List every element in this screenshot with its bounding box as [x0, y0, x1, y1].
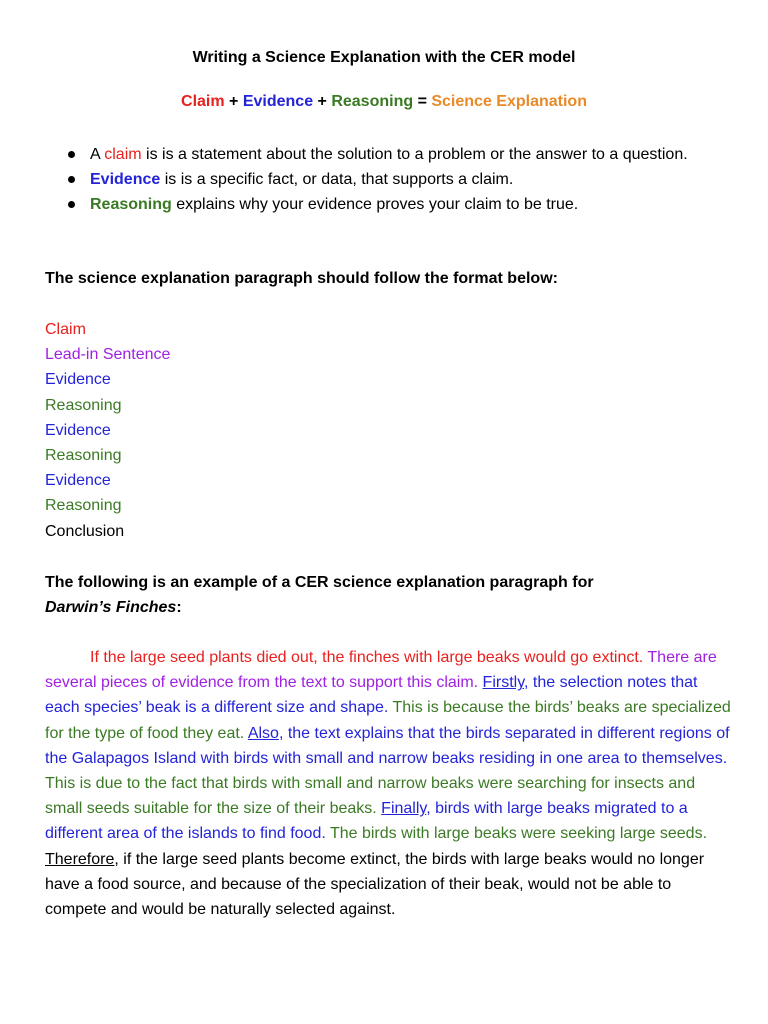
paragraph-reasoning-2: This is due to the fact that birds with small and narrow beaks were searching for insects and small seeds suitable for the size of their beaks. [45, 775, 696, 818]
paragraph-evidence-2: , the text explains that the birds separated in different regions of the Galapagos Island with birds with small and narrow beaks residing in one area to themselves. [45, 724, 730, 767]
formula-claim: Claim [181, 93, 225, 110]
paragraph-evidence-3: , birds with large beaks migrated to a different area of the islands to find food. [45, 800, 688, 843]
example-heading [45, 570, 735, 620]
paragraph-transition-also: Also [247, 724, 279, 742]
example-heading-title: Darwin’s Finches [45, 599, 177, 616]
definition-text: is is a statement about the solution to a problem or the answer to a question. [141, 146, 688, 163]
paragraph-conclusion: , if the large seed plants become extinct, the birds with large beaks would no longer have a food source, and because of the specialization of their beak, would not be able to compete and would be naturally selected against. [45, 850, 705, 919]
format-item-evidence: Evidence [45, 371, 111, 389]
format-item-reasoning: Reasoning [45, 396, 122, 414]
paragraph-transition-firstly: Firstly [482, 674, 525, 692]
format-item-reasoning: Reasoning [45, 497, 122, 515]
format-item-conclusion: Conclusion [45, 522, 125, 540]
formula-result: Science Explanation [431, 93, 587, 110]
definition-term-claim: claim [104, 146, 142, 163]
definition-text: is is a specific fact, or data, that supports a claim. [160, 171, 514, 188]
format-item-lead-in: Lead-in Sentence [45, 346, 171, 364]
formula-equals: = [413, 93, 432, 110]
paragraph-transition-finally: Finally [381, 800, 427, 818]
cer-formula [0, 91, 768, 113]
bullet-icon [68, 151, 75, 158]
example-heading-text: The following is an example of a CER science explanation paragraph for [45, 574, 594, 591]
definition-list [68, 142, 708, 217]
definition-text: explains why your evidence proves your claim to be true. [171, 196, 579, 213]
formula-plus-1: + [224, 93, 243, 110]
format-list [45, 317, 170, 544]
definition-evidence [68, 167, 708, 192]
format-heading: The science explanation paragraph should follow the format below: [45, 270, 558, 287]
format-item-evidence: Evidence [45, 472, 111, 490]
definition-term-reasoning: Reasoning [90, 196, 172, 213]
paragraph-reasoning-3: The birds with large beaks were seeking large seeds. [325, 825, 708, 843]
format-item-claim: Claim [45, 321, 86, 338]
bullet-icon [68, 201, 75, 208]
definition-prefix: A [90, 146, 105, 163]
paragraph-transition-therefore: Therefore [45, 850, 115, 868]
definition-claim [68, 142, 708, 167]
paragraph-claim: If the large seed plants died out, the finches with large beaks would go extinct. [90, 649, 644, 666]
definition-reasoning [68, 192, 708, 217]
paragraph-reasoning-1: This is because the birds’ beaks are specialized for the type of food they eat. [45, 699, 731, 742]
document-title: Writing a Science Explanation with the CER model [192, 49, 576, 66]
formula-evidence: Evidence [242, 93, 314, 110]
formula-reasoning: Reasoning [331, 93, 414, 110]
paragraph-evidence-1: , the selection notes that each species’ beak is a different size and shape. [45, 674, 698, 717]
bullet-icon [68, 176, 75, 183]
example-heading-colon: : [176, 599, 182, 616]
definition-term-evidence: Evidence [90, 171, 161, 188]
example-paragraph [45, 645, 735, 922]
paragraph-lead-in: There are several pieces of evidence from the text to support this claim. [45, 649, 717, 692]
format-item-reasoning: Reasoning [45, 447, 122, 465]
formula-plus-2: + [313, 93, 332, 110]
format-item-evidence: Evidence [45, 421, 111, 439]
